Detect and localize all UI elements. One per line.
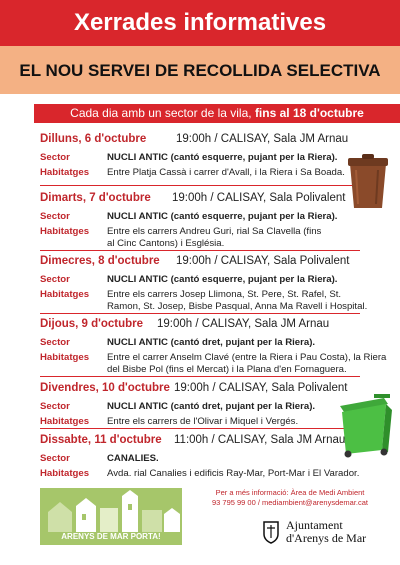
session-wednesday	[40, 255, 392, 313]
session-time: 19:00h / CALISAY, Sala Polivalent	[172, 192, 346, 204]
sector-value: NUCLI ANTIC (cantó dret, pujant per la Riera).	[107, 337, 316, 348]
coat-of-arms-icon	[262, 520, 280, 544]
sector-label: Sector	[40, 211, 70, 222]
town-skyline-icon	[40, 488, 182, 532]
session-time: 19:00h / CALISAY, Sala Polivalent	[176, 255, 350, 267]
divider	[40, 250, 360, 251]
habitatges-label: Habitatges	[40, 468, 90, 479]
session-time: 19:00h / CALISAY, Sala JM Arnau	[176, 133, 349, 145]
divider	[40, 428, 360, 429]
arenys-porta-logo	[40, 488, 182, 545]
divider	[40, 376, 360, 377]
session-day: Dijous, 9 d'octubre	[40, 318, 144, 330]
session-day: Dimecres, 8 d'octubre	[40, 255, 160, 267]
habitatges-label: Habitatges	[40, 289, 90, 300]
habitatges-value: Entre Platja Cassà i carrer d'Avall, i la Riera i Sa Boada.	[107, 167, 345, 178]
habitatges-value: Entre els carrers Andreu Guri, rial Sa Clavella (fins al Cinc Cantons) i Església.	[107, 226, 322, 249]
session-day: Dilluns, 6 d'octubre	[40, 133, 147, 145]
org-line1: Ajuntament	[286, 518, 343, 532]
habitatges-value: Entre el carrer Anselm Clavé (entre la Riera i Pau Costa), la Riera del Bisbe Pol (fins el Mercat) i la Plana d'en Fornaguera.	[107, 352, 387, 375]
sector-value: NUCLI ANTIC (cantó esquerre, pujant per la Riera).	[107, 211, 338, 222]
session-thursday	[40, 318, 392, 376]
sector-label: Sector	[40, 453, 70, 464]
session-time: 19:00h / CALISAY, Sala Polivalent	[174, 382, 348, 394]
habitatges-label: Habitatges	[40, 416, 90, 427]
session-day: Dissabte, 11 d'octubre	[40, 434, 162, 446]
sector-value: NUCLI ANTIC (cantó esquerre, pujant per la Riera).	[107, 152, 338, 163]
sector-label: Sector	[40, 152, 70, 163]
brown-organic-bin-icon	[346, 154, 390, 212]
info-contact: 93 795 99 00 / mediambient@arenysdemar.cat	[211, 498, 369, 507]
contact-info	[190, 488, 390, 508]
date-strip	[34, 104, 400, 123]
habitatges-value: Entre els carrers Josep Llimona, St. Pere, St. Rafel, St. Ramon, St. Josep, Bisbe Pasqual, Anna Ma Ravell i Hospital.	[107, 289, 368, 312]
sector-label: Sector	[40, 337, 70, 348]
habitatges-value: Avda. rial Canalies i edificis Ray-Mar, Port-Mar i El Varador.	[107, 468, 360, 479]
sector-value: NUCLI ANTIC (cantó esquerre, pujant per la Riera).	[107, 274, 338, 285]
session-time: 19:00h / CALISAY, Sala JM Arnau	[157, 318, 330, 330]
sector-label: Sector	[40, 274, 70, 285]
sector-label: Sector	[40, 401, 70, 412]
info-line: Per a més informació: Àrea de Medi Ambient	[215, 488, 365, 497]
divider	[40, 185, 360, 186]
session-day: Divendres, 10 d'octubre	[40, 382, 170, 394]
subtitle-banner: EL NOU SERVEI DE RECOLLIDA SELECTIVA	[0, 46, 400, 94]
green-glass-bin-icon	[334, 390, 394, 458]
habitatges-label: Habitatges	[40, 352, 90, 363]
habitatges-label: Habitatges	[40, 167, 90, 178]
sector-value: NUCLI ANTIC (cantó dret, pujant per la Riera).	[107, 401, 316, 412]
org-line2: d'Arenys de Mar	[286, 531, 367, 545]
strip-bold: fins al 18 d'octubre	[254, 106, 364, 120]
session-monday	[40, 133, 392, 179]
habitatges-value: Entre els carrers de l'Olivar i Miquel i Vergés.	[107, 416, 299, 427]
logo-text: ARENYS DE MAR PORTA!	[61, 532, 161, 541]
session-tuesday	[40, 192, 392, 250]
divider	[40, 313, 360, 314]
session-time: 11:00h / CALISAY, Sala JM Arnau	[174, 434, 346, 446]
session-day: Dimarts, 7 d'octubre	[40, 192, 151, 204]
habitatges-label: Habitatges	[40, 226, 90, 237]
sector-value: CANALIES.	[107, 453, 159, 464]
strip-text: Cada dia amb un sector de la vila,	[70, 106, 252, 120]
title-banner: Xerrades informatives	[0, 0, 400, 46]
